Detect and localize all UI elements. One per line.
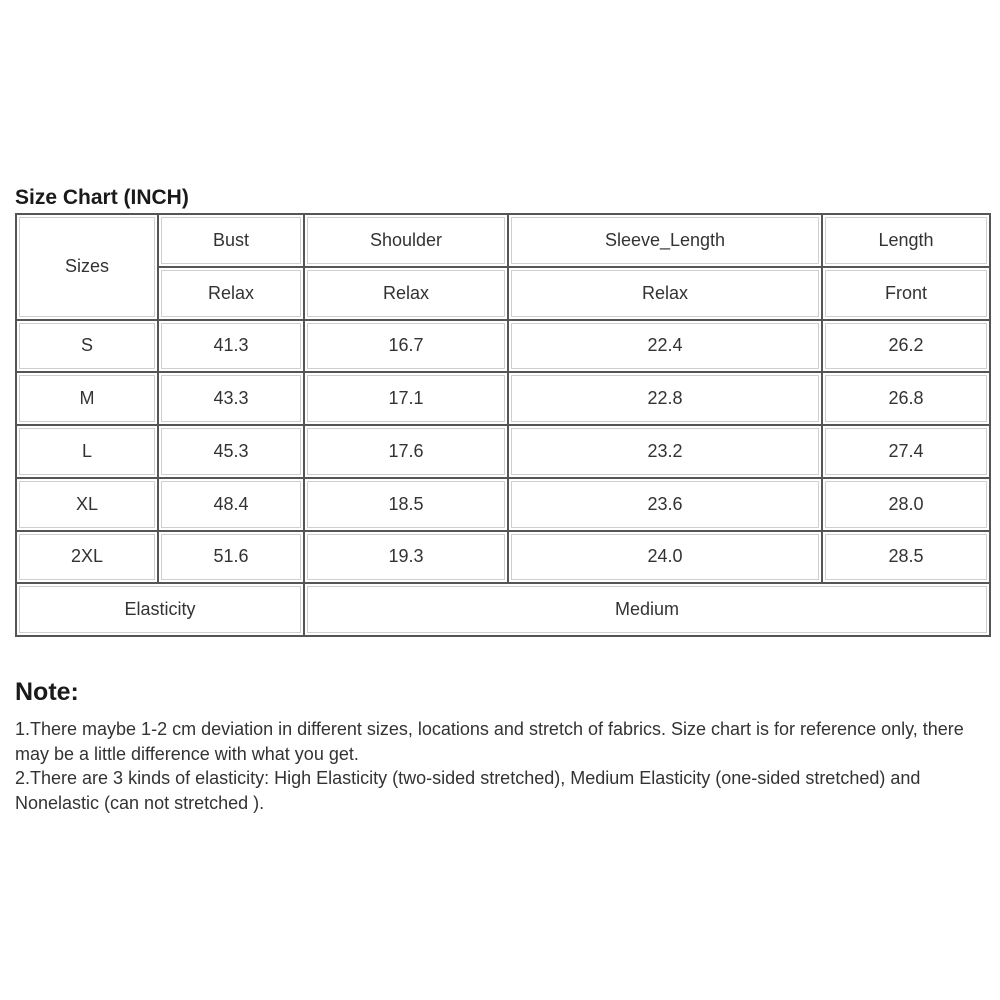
length-cell: 28.0 (822, 478, 990, 531)
sizes-header: Sizes (16, 214, 158, 320)
size-cell: XL (16, 478, 158, 531)
page-title: Size Chart (INCH) (15, 186, 189, 209)
note-line-1: 1.There maybe 1-2 cm deviation in different sizes, locations and stretch of fabrics. Size chart is for reference only, there may be a little difference with what you get. (15, 719, 964, 764)
note-body (15, 717, 990, 815)
bust-cell: 43.3 (158, 372, 304, 425)
subheader-length: Front (822, 267, 990, 320)
note-heading: Note: (15, 678, 79, 706)
sleeve-length-cell: 23.2 (508, 425, 822, 478)
subheader-row (16, 267, 990, 320)
note-line-2: 2.There are 3 kinds of elasticity: High Elasticity (two-sided stretched), Medium Elasticity (one-sided stretched) and Nonelastic (can not stretched ). (15, 768, 921, 813)
sleeve-length-cell: 24.0 (508, 531, 822, 584)
shoulder-cell: 16.7 (304, 320, 508, 373)
elasticity-row (16, 583, 990, 636)
sleeve-length-cell: 22.8 (508, 372, 822, 425)
table-row (16, 531, 990, 584)
column-header-sleeve-length: Sleeve_Length (508, 214, 822, 267)
subheader-sleeve-length: Relax (508, 267, 822, 320)
column-header-length: Length (822, 214, 990, 267)
table-row (16, 372, 990, 425)
length-cell: 27.4 (822, 425, 990, 478)
size-chart-table (15, 213, 991, 637)
table-row (16, 478, 990, 531)
sleeve-length-cell: 23.6 (508, 478, 822, 531)
table-row (16, 425, 990, 478)
shoulder-cell: 17.6 (304, 425, 508, 478)
elasticity-value: Medium (304, 583, 990, 636)
length-cell: 26.2 (822, 320, 990, 373)
subheader-shoulder: Relax (304, 267, 508, 320)
bust-cell: 45.3 (158, 425, 304, 478)
size-cell: L (16, 425, 158, 478)
sleeve-length-cell: 22.4 (508, 320, 822, 373)
subheader-bust: Relax (158, 267, 304, 320)
length-cell: 26.8 (822, 372, 990, 425)
column-header-bust: Bust (158, 214, 304, 267)
size-cell: M (16, 372, 158, 425)
table-row (16, 320, 990, 373)
size-cell: 2XL (16, 531, 158, 584)
column-header-shoulder: Shoulder (304, 214, 508, 267)
bust-cell: 51.6 (158, 531, 304, 584)
header-row (16, 214, 990, 267)
shoulder-cell: 19.3 (304, 531, 508, 584)
shoulder-cell: 17.1 (304, 372, 508, 425)
bust-cell: 41.3 (158, 320, 304, 373)
size-cell: S (16, 320, 158, 373)
length-cell: 28.5 (822, 531, 990, 584)
bust-cell: 48.4 (158, 478, 304, 531)
shoulder-cell: 18.5 (304, 478, 508, 531)
elasticity-label: Elasticity (16, 583, 304, 636)
